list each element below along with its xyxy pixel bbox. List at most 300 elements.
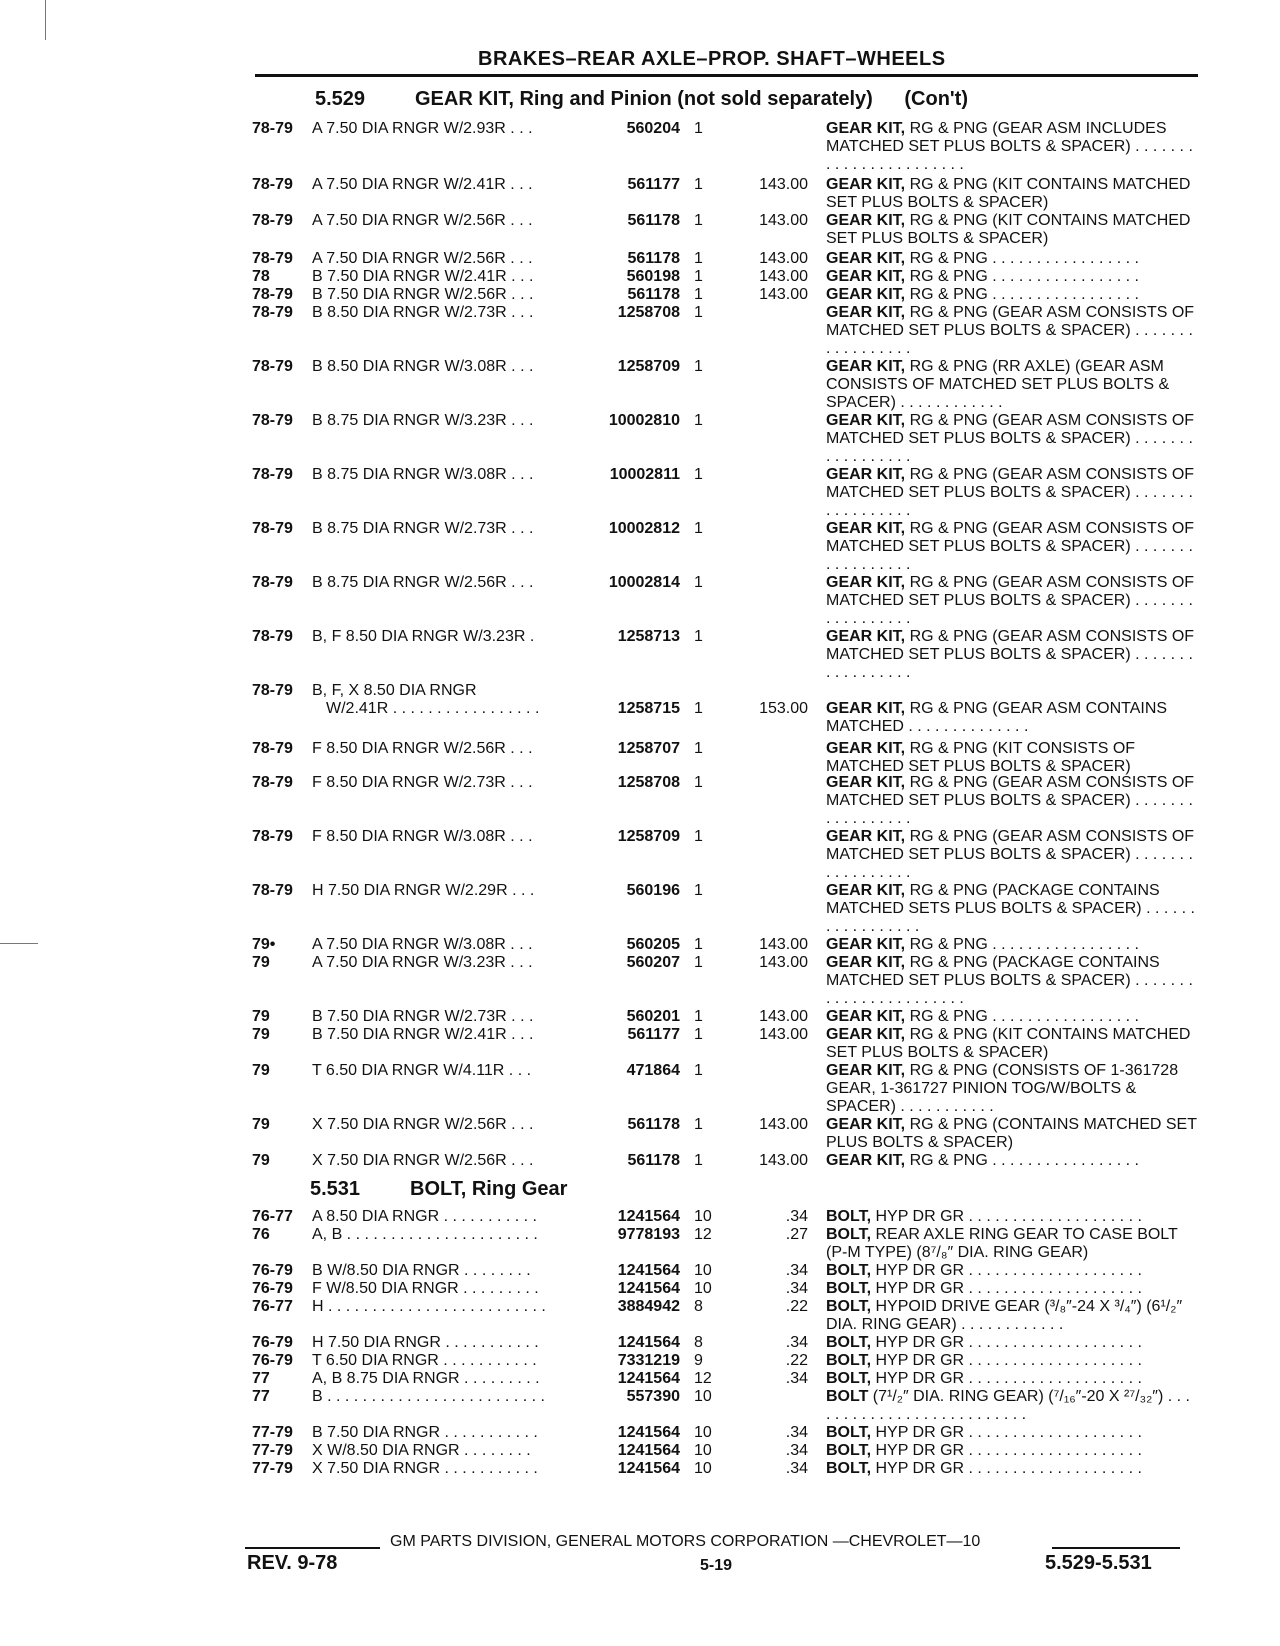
section-number: 5.531 [310,1178,361,1200]
item-name: GEAR KIT, [826,700,906,717]
item-name: BOLT, [826,1208,872,1225]
quantity-cell: 1 [694,882,703,899]
item-name: GEAR KIT, [826,1116,906,1133]
item-name-cell [826,1226,1198,1262]
item-note: RG & PNG (GEAR ASM CONSISTS OF MATCHED SET PLUS BOLTS & SPACER) . . . . . . . . . . . . . . . . . [826,466,1195,519]
item-note: RG & PNG (GEAR ASM INCLUDES MATCHED SET PLUS BOLTS & SPACER) . . . . . . . . . . . . . . . . . . . . . . . [826,120,1193,173]
item-name: GEAR KIT, [826,286,906,303]
part-number-cell: 560201 [626,1008,680,1025]
item-name-cell [826,1424,1198,1442]
item-name-cell [826,1208,1198,1226]
item-name: GEAR KIT, [826,882,906,899]
part-number-cell: 1241564 [617,1424,680,1441]
price-cell: .34 [785,1262,808,1279]
item-name: GEAR KIT, [826,828,906,845]
quantity-cell: 1 [694,268,703,285]
item-name: BOLT, [826,1352,872,1369]
description-cell: F 8.50 DIA RNGR W/2.56R . . . [312,740,533,757]
item-name: GEAR KIT, [826,176,906,193]
part-number-cell: 1258708 [617,774,680,791]
year-cell: 76-79 [252,1352,293,1369]
item-note: RG & PNG (GEAR ASM CONSISTS OF MATCHED SET PLUS BOLTS & SPACER) . . . . . . . . . . . . . . . . . [826,304,1195,357]
item-name: GEAR KIT, [826,304,906,321]
price-cell: .34 [785,1208,808,1225]
item-note: HYP DR GR . . . . . . . . . . . . . . . . . . . . [871,1460,1142,1477]
year-cell: 77 [252,1370,270,1387]
quantity-cell: 1 [694,628,703,645]
part-number-cell: 561178 [627,250,680,267]
quantity-cell: 1 [694,740,703,757]
year-cell: 78-79 [252,412,293,429]
item-name: GEAR KIT, [826,1026,906,1043]
year-cell: 79• [252,936,276,953]
item-name-cell [826,412,1198,466]
item-name-cell [826,1152,1198,1170]
price-cell: 143.00 [759,286,808,303]
year-cell: 78-79 [252,250,293,267]
quantity-cell: 1 [694,286,703,303]
quantity-cell: 10 [694,1280,712,1297]
year-cell: 78-79 [252,774,293,791]
part-number-cell: 10002812 [608,520,680,537]
description-cell: F W/8.50 DIA RNGR . . . . . . . . . [312,1280,539,1297]
year-cell: 79 [252,1152,270,1169]
description-cell: B 8.75 DIA RNGR W/3.23R . . . [312,412,534,429]
item-name-cell [826,1062,1198,1116]
item-note: RG & PNG (PACKAGE CONTAINS MATCHED SET PLUS BOLTS & SPACER) . . . . . . . . . . . . . . . . . . . . . . . [826,954,1193,1007]
quantity-cell: 10 [694,1424,712,1441]
description-cell: A 7.50 DIA RNGR W/2.93R . . . [312,120,533,137]
item-note: RG & PNG (GEAR ASM CONSISTS OF MATCHED SET PLUS BOLTS & SPACER) . . . . . . . . . . . . . . . . . [826,412,1195,465]
item-name-cell [826,176,1198,212]
price-cell: .22 [785,1298,808,1315]
description-cell: B W/8.50 DIA RNGR . . . . . . . . [312,1262,531,1279]
part-number-cell: 561178 [627,212,680,229]
item-name-cell [826,828,1198,882]
quantity-cell: 1 [694,304,703,321]
part-number-cell: 1241564 [617,1334,680,1351]
part-number-cell: 560207 [626,954,680,971]
description-cell: B 7.50 DIA RNGR . . . . . . . . . . . [312,1424,538,1441]
item-name-cell [826,1298,1198,1334]
item-note: HYP DR GR . . . . . . . . . . . . . . . . . . . . [871,1442,1142,1459]
section-suffix: (Con't) [904,88,968,110]
item-note: HYPOID DRIVE GEAR (³/₈″-24 X ³/₄″) (6¹/₂″ DIA. RING GEAR) . . . . . . . . . . . . [826,1298,1183,1333]
quantity-cell: 9 [694,1352,703,1369]
year-cell: 78-79 [252,286,293,303]
item-note: RG & PNG (GEAR ASM CONSISTS OF MATCHED SET PLUS BOLTS & SPACER) . . . . . . . . . . . . . . . . . [826,628,1195,681]
quantity-cell: 10 [694,1442,712,1459]
description-cell: H 7.50 DIA RNGR W/2.29R . . . [312,882,535,899]
description-cell: B 8.50 DIA RNGR W/2.73R . . . [312,304,534,321]
footer-rule-right [1052,1547,1180,1549]
item-note: RG & PNG (GEAR ASM CONTAINS MATCHED . . . . . . . . . . . . . . [826,700,1168,735]
year-cell: 78-79 [252,358,293,375]
section-range: 5.529-5.531 [1045,1552,1152,1574]
year-cell: 78 [252,268,270,285]
item-name: GEAR KIT, [826,358,906,375]
item-note: RG & PNG . . . . . . . . . . . . . . . . . [905,1152,1139,1169]
price-cell: .34 [785,1442,808,1459]
part-number-cell: 560204 [626,120,680,137]
year-cell: 78-79 [252,212,293,229]
price-cell: 143.00 [759,176,808,193]
quantity-cell: 1 [694,466,703,483]
item-name-cell [826,1460,1198,1478]
item-note: RG & PNG (GEAR ASM CONSISTS OF MATCHED SET PLUS BOLTS & SPACER) . . . . . . . . . . . . . . . . . [826,574,1195,627]
part-number-cell: 10002811 [609,466,680,483]
item-note: HYP DR GR . . . . . . . . . . . . . . . . . . . . [871,1280,1142,1297]
year-cell: 79 [252,1026,270,1043]
item-note: RG & PNG (RR AXLE) (GEAR ASM CONSISTS OF MATCHED SET PLUS BOLTS & SPACER) . . . . . . . . . . . . [826,358,1170,411]
description-cell: B . . . . . . . . . . . . . . . . . . . . . . . . . [312,1388,545,1405]
price-cell: 143.00 [759,1116,808,1133]
quantity-cell: 10 [694,1388,712,1405]
item-note: HYP DR GR . . . . . . . . . . . . . . . . . . . . [871,1208,1142,1225]
item-name: GEAR KIT, [826,936,906,953]
description-cell: F 8.50 DIA RNGR W/2.73R . . . [312,774,533,791]
item-name: GEAR KIT, [826,120,906,137]
description-cell: B 7.50 DIA RNGR W/2.73R . . . [312,1008,534,1025]
quantity-cell: 10 [694,1460,712,1477]
year-cell: 77-79 [252,1424,293,1441]
part-number-cell: 7331219 [617,1352,680,1369]
description-cell: T 6.50 DIA RNGR . . . . . . . . . . . [312,1352,537,1369]
quantity-cell: 1 [694,212,703,229]
scan-mark [45,0,46,40]
scan-mark [0,943,38,944]
item-name-cell [826,1370,1198,1388]
item-name: BOLT, [826,1226,872,1243]
description-cell: B 7.50 DIA RNGR W/2.56R . . . [312,286,534,303]
part-number-cell: 1241564 [617,1208,680,1225]
item-name-cell [826,1388,1198,1424]
price-cell: .34 [785,1424,808,1441]
price-cell: 143.00 [759,1026,808,1043]
description-cell: A 7.50 DIA RNGR W/2.56R . . . [312,212,533,229]
description-continued: W/2.41R . . . . . . . . . . . . . . . . . [326,700,540,717]
item-name-cell [826,1008,1198,1026]
year-cell: 78-79 [252,882,293,899]
description-cell: X 7.50 DIA RNGR . . . . . . . . . . . [312,1460,538,1477]
description-cell: B 8.50 DIA RNGR W/3.08R . . . [312,358,534,375]
part-number-cell: 1258715 [617,700,680,717]
price-cell: 143.00 [759,250,808,267]
year-cell: 78-79 [252,120,293,137]
quantity-cell: 1 [694,120,703,137]
year-cell: 78-79 [252,574,293,591]
item-note: RG & PNG . . . . . . . . . . . . . . . . . [905,936,1139,953]
description-cell: B, F 8.50 DIA RNGR W/3.23R . [312,628,535,645]
quantity-cell: 1 [694,412,703,429]
quantity-cell: 1 [694,574,703,591]
item-note: RG & PNG (GEAR ASM CONSISTS OF MATCHED SET PLUS BOLTS & SPACER) . . . . . . . . . . . . . . . . . [826,828,1195,881]
item-note: RG & PNG (KIT CONTAINS MATCHED SET PLUS BOLTS & SPACER) [826,1026,1191,1061]
item-note: RG & PNG (GEAR ASM CONSISTS OF MATCHED SET PLUS BOLTS & SPACER) . . . . . . . . . . . . . . . . . [826,774,1195,827]
item-note: RG & PNG (KIT CONTAINS MATCHED SET PLUS BOLTS & SPACER) [826,212,1191,247]
year-cell: 77-79 [252,1460,293,1477]
item-name: GEAR KIT, [826,212,906,229]
price-cell: 143.00 [759,1008,808,1025]
part-number-cell: 561177 [627,176,680,193]
item-name: BOLT, [826,1424,872,1441]
quantity-cell: 1 [694,1116,703,1133]
page-title: BRAKES–REAR AXLE–PROP. SHAFT–WHEELS [478,48,946,70]
description-cell: A 7.50 DIA RNGR W/3.08R . . . [312,936,533,953]
section-heading-5529 [315,88,968,111]
quantity-cell: 1 [694,1008,703,1025]
item-name: GEAR KIT, [826,954,906,971]
item-note: REAR AXLE RING GEAR TO CASE BOLT (P-M TYPE) (8⁷/₈″ DIA. RING GEAR) [826,1226,1178,1261]
description-cell: A, B 8.75 DIA RNGR . . . . . . . . . [312,1370,540,1387]
year-cell: 76-79 [252,1280,293,1297]
description-cell: A 7.50 DIA RNGR W/2.41R . . . [312,176,533,193]
item-name: BOLT, [826,1334,872,1351]
item-note: HYP DR GR . . . . . . . . . . . . . . . . . . . . [871,1424,1142,1441]
item-name-cell [826,120,1198,174]
description-cell: A, B . . . . . . . . . . . . . . . . . . . . . . [312,1226,538,1243]
item-note: RG & PNG (GEAR ASM CONSISTS OF MATCHED SET PLUS BOLTS & SPACER) . . . . . . . . . . . . . . . . . [826,520,1195,573]
quantity-cell: 8 [694,1334,703,1351]
description-cell: X W/8.50 DIA RNGR . . . . . . . . [312,1442,531,1459]
item-name-cell [826,268,1198,286]
description-cell: X 7.50 DIA RNGR W/2.56R . . . [312,1152,534,1169]
part-number-cell: 1241564 [617,1442,680,1459]
item-name-cell [826,774,1198,828]
page-number: 5-19 [700,1557,733,1574]
item-note: RG & PNG (CONSISTS OF 1-361728 GEAR, 1-361727 PINION TOG/W/BOLTS & SPACER) . . . . . . . . . . . [826,1062,1179,1115]
part-number-cell: 1241564 [617,1262,680,1279]
year-cell: 78-79 [252,520,293,537]
description-cell: A 8.50 DIA RNGR . . . . . . . . . . . [312,1208,537,1225]
item-name-cell [826,250,1198,268]
part-number-cell: 561178 [627,1116,680,1133]
section-title: BOLT, Ring Gear [410,1178,568,1200]
item-name: BOLT, [826,1460,872,1477]
footer-rule-left [245,1547,380,1549]
item-note: HYP DR GR . . . . . . . . . . . . . . . . . . . . [871,1334,1142,1351]
part-number-cell: 10002810 [608,412,680,429]
price-cell: .27 [785,1226,808,1243]
item-note: RG & PNG (KIT CONTAINS MATCHED SET PLUS BOLTS & SPACER) [826,176,1191,211]
year-cell: 76-79 [252,1334,293,1351]
price-cell: .34 [785,1460,808,1477]
quantity-cell: 1 [694,358,703,375]
item-name: GEAR KIT, [826,250,906,267]
item-name: GEAR KIT, [826,1008,906,1025]
item-note: HYP DR GR . . . . . . . . . . . . . . . . . . . . [871,1262,1142,1279]
quantity-cell: 8 [694,1298,703,1315]
description-cell: B 8.75 DIA RNGR W/2.56R . . . [312,574,534,591]
quantity-cell: 1 [694,520,703,537]
part-number-cell: 561178 [627,1152,680,1169]
price-cell: 143.00 [759,212,808,229]
description-cell: B 7.50 DIA RNGR W/2.41R . . . [312,1026,534,1043]
item-note: RG & PNG (PACKAGE CONTAINS MATCHED SETS PLUS BOLTS & SPACER) . . . . . . . . . . . . . . . . . [826,882,1195,935]
price-cell: 143.00 [759,954,808,971]
section-number: 5.529 [315,88,366,110]
item-name-cell [826,936,1198,954]
quantity-cell: 1 [694,936,703,953]
item-name-cell [826,1026,1198,1062]
price-cell: 143.00 [759,268,808,285]
item-name-cell [826,358,1198,412]
year-cell: 78-79 [252,304,293,321]
item-name-cell [826,1116,1198,1152]
item-name: BOLT, [826,1280,872,1297]
item-name-cell [826,1442,1198,1460]
year-cell: 78-79 [252,828,293,845]
year-cell: 79 [252,1008,270,1025]
year-cell: 77 [252,1388,270,1405]
item-name: GEAR KIT, [826,774,906,791]
revision-label: REV. 9-78 [247,1552,338,1574]
description-cell: X 7.50 DIA RNGR W/2.56R . . . [312,1116,534,1133]
item-name: BOLT, [826,1370,872,1387]
item-name: GEAR KIT, [826,1062,906,1079]
description-cell: H 7.50 DIA RNGR . . . . . . . . . . . [312,1334,539,1351]
quantity-cell: 1 [694,954,703,971]
item-name-cell [826,466,1198,520]
year-cell: 76 [252,1226,270,1243]
item-name: GEAR KIT, [826,520,906,537]
part-number-cell: 1258709 [617,358,680,375]
part-number-cell: 560205 [626,936,680,953]
item-name-cell [826,740,1198,776]
section-title: GEAR KIT, Ring and Pinion (not sold separately) [415,88,873,110]
item-note: HYP DR GR . . . . . . . . . . . . . . . . . . . . [871,1370,1142,1387]
item-name-cell [826,520,1198,574]
part-number-cell: 1241564 [617,1370,680,1387]
part-number-cell: 1258709 [617,828,680,845]
item-name-cell [826,1262,1198,1280]
quantity-cell: 1 [694,176,703,193]
price-cell: .22 [785,1352,808,1369]
price-cell: 153.00 [759,700,808,717]
description-cell: B 8.75 DIA RNGR W/3.08R . . . [312,466,534,483]
item-name: GEAR KIT, [826,268,906,285]
part-number-cell: 9778193 [617,1226,680,1243]
item-name: GEAR KIT, [826,628,906,645]
item-name-cell [826,1280,1198,1298]
year-cell: 79 [252,1062,270,1079]
year-cell: 78-79 [252,628,293,645]
item-note: (7¹/₂″ DIA. RING GEAR) (⁷/₁₆″-20 X ²⁷/₃₂″) . . . . . . . . . . . . . . . . . . . . . . . . . . [826,1388,1190,1423]
description-cell: A 7.50 DIA RNGR W/3.23R . . . [312,954,533,971]
description-cell: T 6.50 DIA RNGR W/4.11R . . . [312,1062,532,1079]
year-cell: 79 [252,954,270,971]
description-cell: B 8.75 DIA RNGR W/2.73R . . . [312,520,534,537]
part-number-cell: 1241564 [617,1280,680,1297]
part-number-cell: 471864 [626,1062,680,1079]
quantity-cell: 1 [694,700,703,717]
item-note: HYP DR GR . . . . . . . . . . . . . . . . . . . . [871,1352,1142,1369]
item-name: BOLT, [826,1298,872,1315]
quantity-cell: 1 [694,250,703,267]
part-number-cell: 1241564 [617,1460,680,1477]
item-name: GEAR KIT, [826,1152,906,1169]
item-name: BOLT, [826,1262,872,1279]
year-cell: 76-77 [252,1298,293,1315]
description-cell: F 8.50 DIA RNGR W/3.08R . . . [312,828,533,845]
description-cell: A 7.50 DIA RNGR W/2.56R . . . [312,250,533,267]
item-name-cell [826,304,1198,358]
quantity-cell: 1 [694,1062,703,1079]
quantity-cell: 12 [694,1370,712,1387]
item-note: RG & PNG . . . . . . . . . . . . . . . . . [905,250,1139,267]
part-number-cell: 557390 [626,1388,680,1405]
part-number-cell: 1258713 [617,628,680,645]
item-name-cell [826,286,1198,304]
item-name: GEAR KIT, [826,466,906,483]
part-number-cell: 560198 [626,268,680,285]
year-cell: 78-79 [252,176,293,193]
item-note: RG & PNG . . . . . . . . . . . . . . . . . [905,286,1139,303]
price-cell: 143.00 [759,1152,808,1169]
part-number-cell: 10002814 [608,574,680,591]
quantity-cell: 10 [694,1208,712,1225]
description-cell: H . . . . . . . . . . . . . . . . . . . . . . . . . [312,1298,546,1315]
item-name-cell [826,1352,1198,1370]
price-cell: .34 [785,1370,808,1387]
item-name-cell [826,628,1198,682]
year-cell: 78-79 [252,740,293,757]
item-name-cell [826,954,1198,1008]
item-note: RG & PNG . . . . . . . . . . . . . . . . . [905,1008,1139,1025]
item-name-cell [826,1334,1198,1352]
section-heading-5531 [310,1178,567,1201]
description-cell: B 7.50 DIA RNGR W/2.41R . . . [312,268,534,285]
item-name: GEAR KIT, [826,412,906,429]
price-cell: .34 [785,1280,808,1297]
header-rule [255,74,1198,77]
quantity-cell: 1 [694,1152,703,1169]
part-number-cell: 561178 [627,286,680,303]
part-number-cell: 1258708 [617,304,680,321]
item-note: RG & PNG (CONTAINS MATCHED SET PLUS BOLTS & SPACER) [826,1116,1197,1151]
year-cell: 76-77 [252,1208,293,1225]
item-name: BOLT [826,1388,869,1405]
year-cell: 78-79 [252,466,293,483]
item-name-cell [826,882,1198,936]
part-number-cell: 3884942 [617,1298,680,1315]
quantity-cell: 10 [694,1262,712,1279]
quantity-cell: 12 [694,1226,712,1243]
item-name-cell [826,574,1198,628]
year-cell: 78-79 [252,682,293,699]
price-cell: 143.00 [759,936,808,953]
part-number-cell: 561177 [627,1026,680,1043]
item-name-cell [826,212,1198,248]
year-cell: 76-79 [252,1262,293,1279]
footer-publisher: GM PARTS DIVISION, GENERAL MOTORS CORPORATION —CHEVROLET—10 [390,1533,981,1550]
part-number-cell: 560196 [626,882,680,899]
quantity-cell: 1 [694,1026,703,1043]
description-cell: B, F, X 8.50 DIA RNGR [312,682,477,699]
year-cell: 77-79 [252,1442,293,1459]
price-cell: .34 [785,1334,808,1351]
item-name: GEAR KIT, [826,574,906,591]
item-note: RG & PNG . . . . . . . . . . . . . . . . . [905,268,1139,285]
quantity-cell: 1 [694,828,703,845]
item-name: BOLT, [826,1442,872,1459]
item-name-cell [826,700,1198,736]
item-note: RG & PNG (KIT CONSISTS OF MATCHED SET PLUS BOLTS & SPACER) [826,740,1136,775]
quantity-cell: 1 [694,774,703,791]
part-number-cell: 1258707 [617,740,680,757]
year-cell: 79 [252,1116,270,1133]
item-name: GEAR KIT, [826,740,906,757]
